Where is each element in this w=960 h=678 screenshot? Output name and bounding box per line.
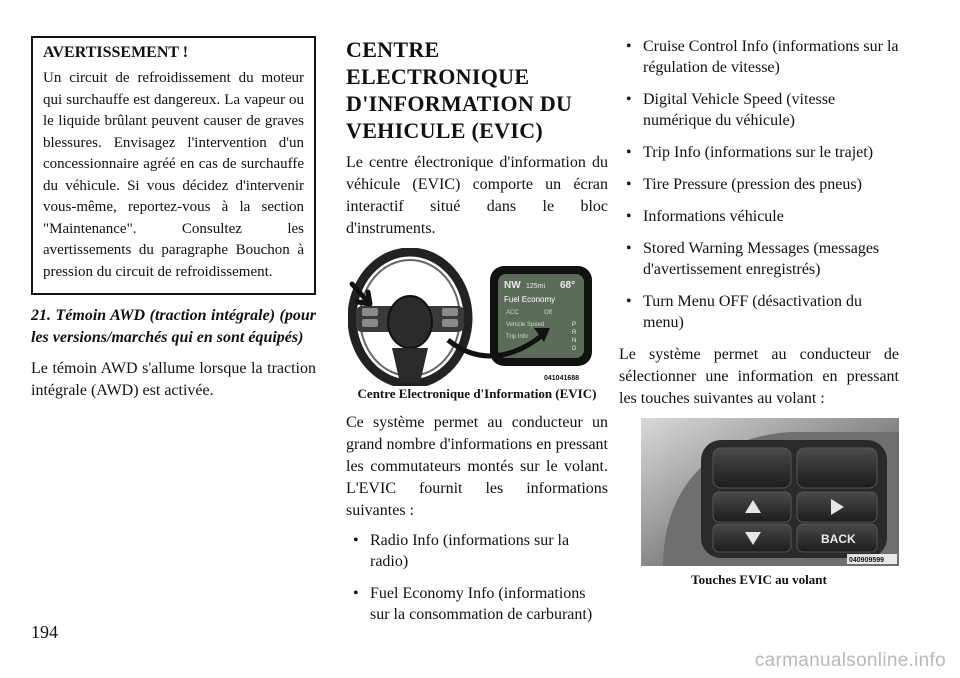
figure2-caption: Touches EVIC au volant xyxy=(691,572,827,587)
section-title xyxy=(346,36,608,144)
list-item: • Informations véhicule xyxy=(619,206,899,227)
list-item: • Trip Info (informations sur le trajet) xyxy=(619,142,899,163)
screen-menu-item: Trip Info xyxy=(506,334,528,340)
screen-temp: 68° xyxy=(560,280,576,291)
awd-heading: 21. Témoin AWD (traction intégrale) (pour les versions/marchés qui en sont équipés) xyxy=(31,307,316,346)
warning-box xyxy=(31,36,316,295)
left-column xyxy=(31,36,316,410)
screen-menu-item: ACC xyxy=(506,310,519,316)
screen-compass: NW xyxy=(504,280,521,291)
info-list-part1 xyxy=(346,530,608,625)
section-title-line: VEHICULE (EVIC) xyxy=(346,118,544,143)
evic-buttons-text: Le système permet au conducteur de sélectionner une information en pressant les touches suivantes au volant : xyxy=(619,346,899,407)
figure-code: 040909599 xyxy=(849,557,885,564)
warning-text: Un circuit de refroidissement du moteur qui surchauffe est dangereux. La vapeur ou le liquide brûlant peuvent causer de graves blessures. Envisagez l'intervention d'un concessionnaire agréé en cas de surchauffe du véhicule. Si vous décidez d'intervenir vous-même, reportez-vous à la section "Maintenance". Consultez les avertissements du paragraphe Bouchon à pression du circuit de refroidissement. xyxy=(43,70,304,280)
section-title-line: D'INFORMATION DU xyxy=(346,91,573,116)
list-item: • Fuel Economy Info (informations sur la consommation de carburant) xyxy=(346,583,608,625)
info-list-part2 xyxy=(619,36,899,333)
middle-column xyxy=(346,36,608,636)
gear-letter: P xyxy=(572,322,577,328)
evic-cluster-figure xyxy=(348,248,606,386)
watermark: carmanualsonline.info xyxy=(754,650,946,671)
figure-code: 041041688 xyxy=(544,375,580,382)
steering-buttons-illustration xyxy=(641,418,899,566)
screen-menu-item: Fuel Economy xyxy=(504,295,556,304)
list-item: • Tire Pressure (pression des pneus) xyxy=(619,174,899,195)
screen-menu-item: Off xyxy=(544,310,552,316)
figure1-caption: Centre Electronique d'Information (EVIC) xyxy=(357,386,597,401)
gear-letter: N xyxy=(572,338,577,344)
steering-wheel-cluster-illustration xyxy=(348,248,606,386)
evic-buttons-figure xyxy=(641,418,899,566)
list-item: • Stored Warning Messages (messages d'avertissement enregistrés) xyxy=(619,238,899,280)
page-number: 194 xyxy=(31,622,58,642)
awd-text: Le témoin AWD s'allume lorsque la traction intégrale (AWD) est activée. xyxy=(31,360,316,399)
evic-body: Ce système permet au conducteur un grand nombre d'informations en pressant les commutateurs montés sur le volant. L'EVIC fournit les informations suivantes : xyxy=(346,414,608,519)
section-title-line: CENTRE ELECTRONIQUE xyxy=(346,37,530,89)
list-item: • Radio Info (informations sur la radio) xyxy=(346,530,608,572)
list-item: • Digital Vehicle Speed (vitesse numérique du véhicule) xyxy=(619,89,899,131)
list-item: • Turn Menu OFF (désactivation du menu) xyxy=(619,291,899,333)
screen-menu-item: Vehicle Speed xyxy=(506,322,545,328)
warning-title: AVERTISSEMENT ! xyxy=(43,44,189,61)
screen-range: 125mi xyxy=(526,283,546,290)
back-label: BACK xyxy=(821,532,856,546)
gear-letter: D xyxy=(572,346,577,352)
right-column xyxy=(619,36,899,598)
gear-letter: R xyxy=(572,330,577,336)
evic-intro: Le centre électronique d'information du véhicule (EVIC) comporte un écran interactif situé dans le bloc d'instruments. xyxy=(346,154,608,237)
list-item: • Cruise Control Info (informations sur la régulation de vitesse) xyxy=(619,36,899,78)
